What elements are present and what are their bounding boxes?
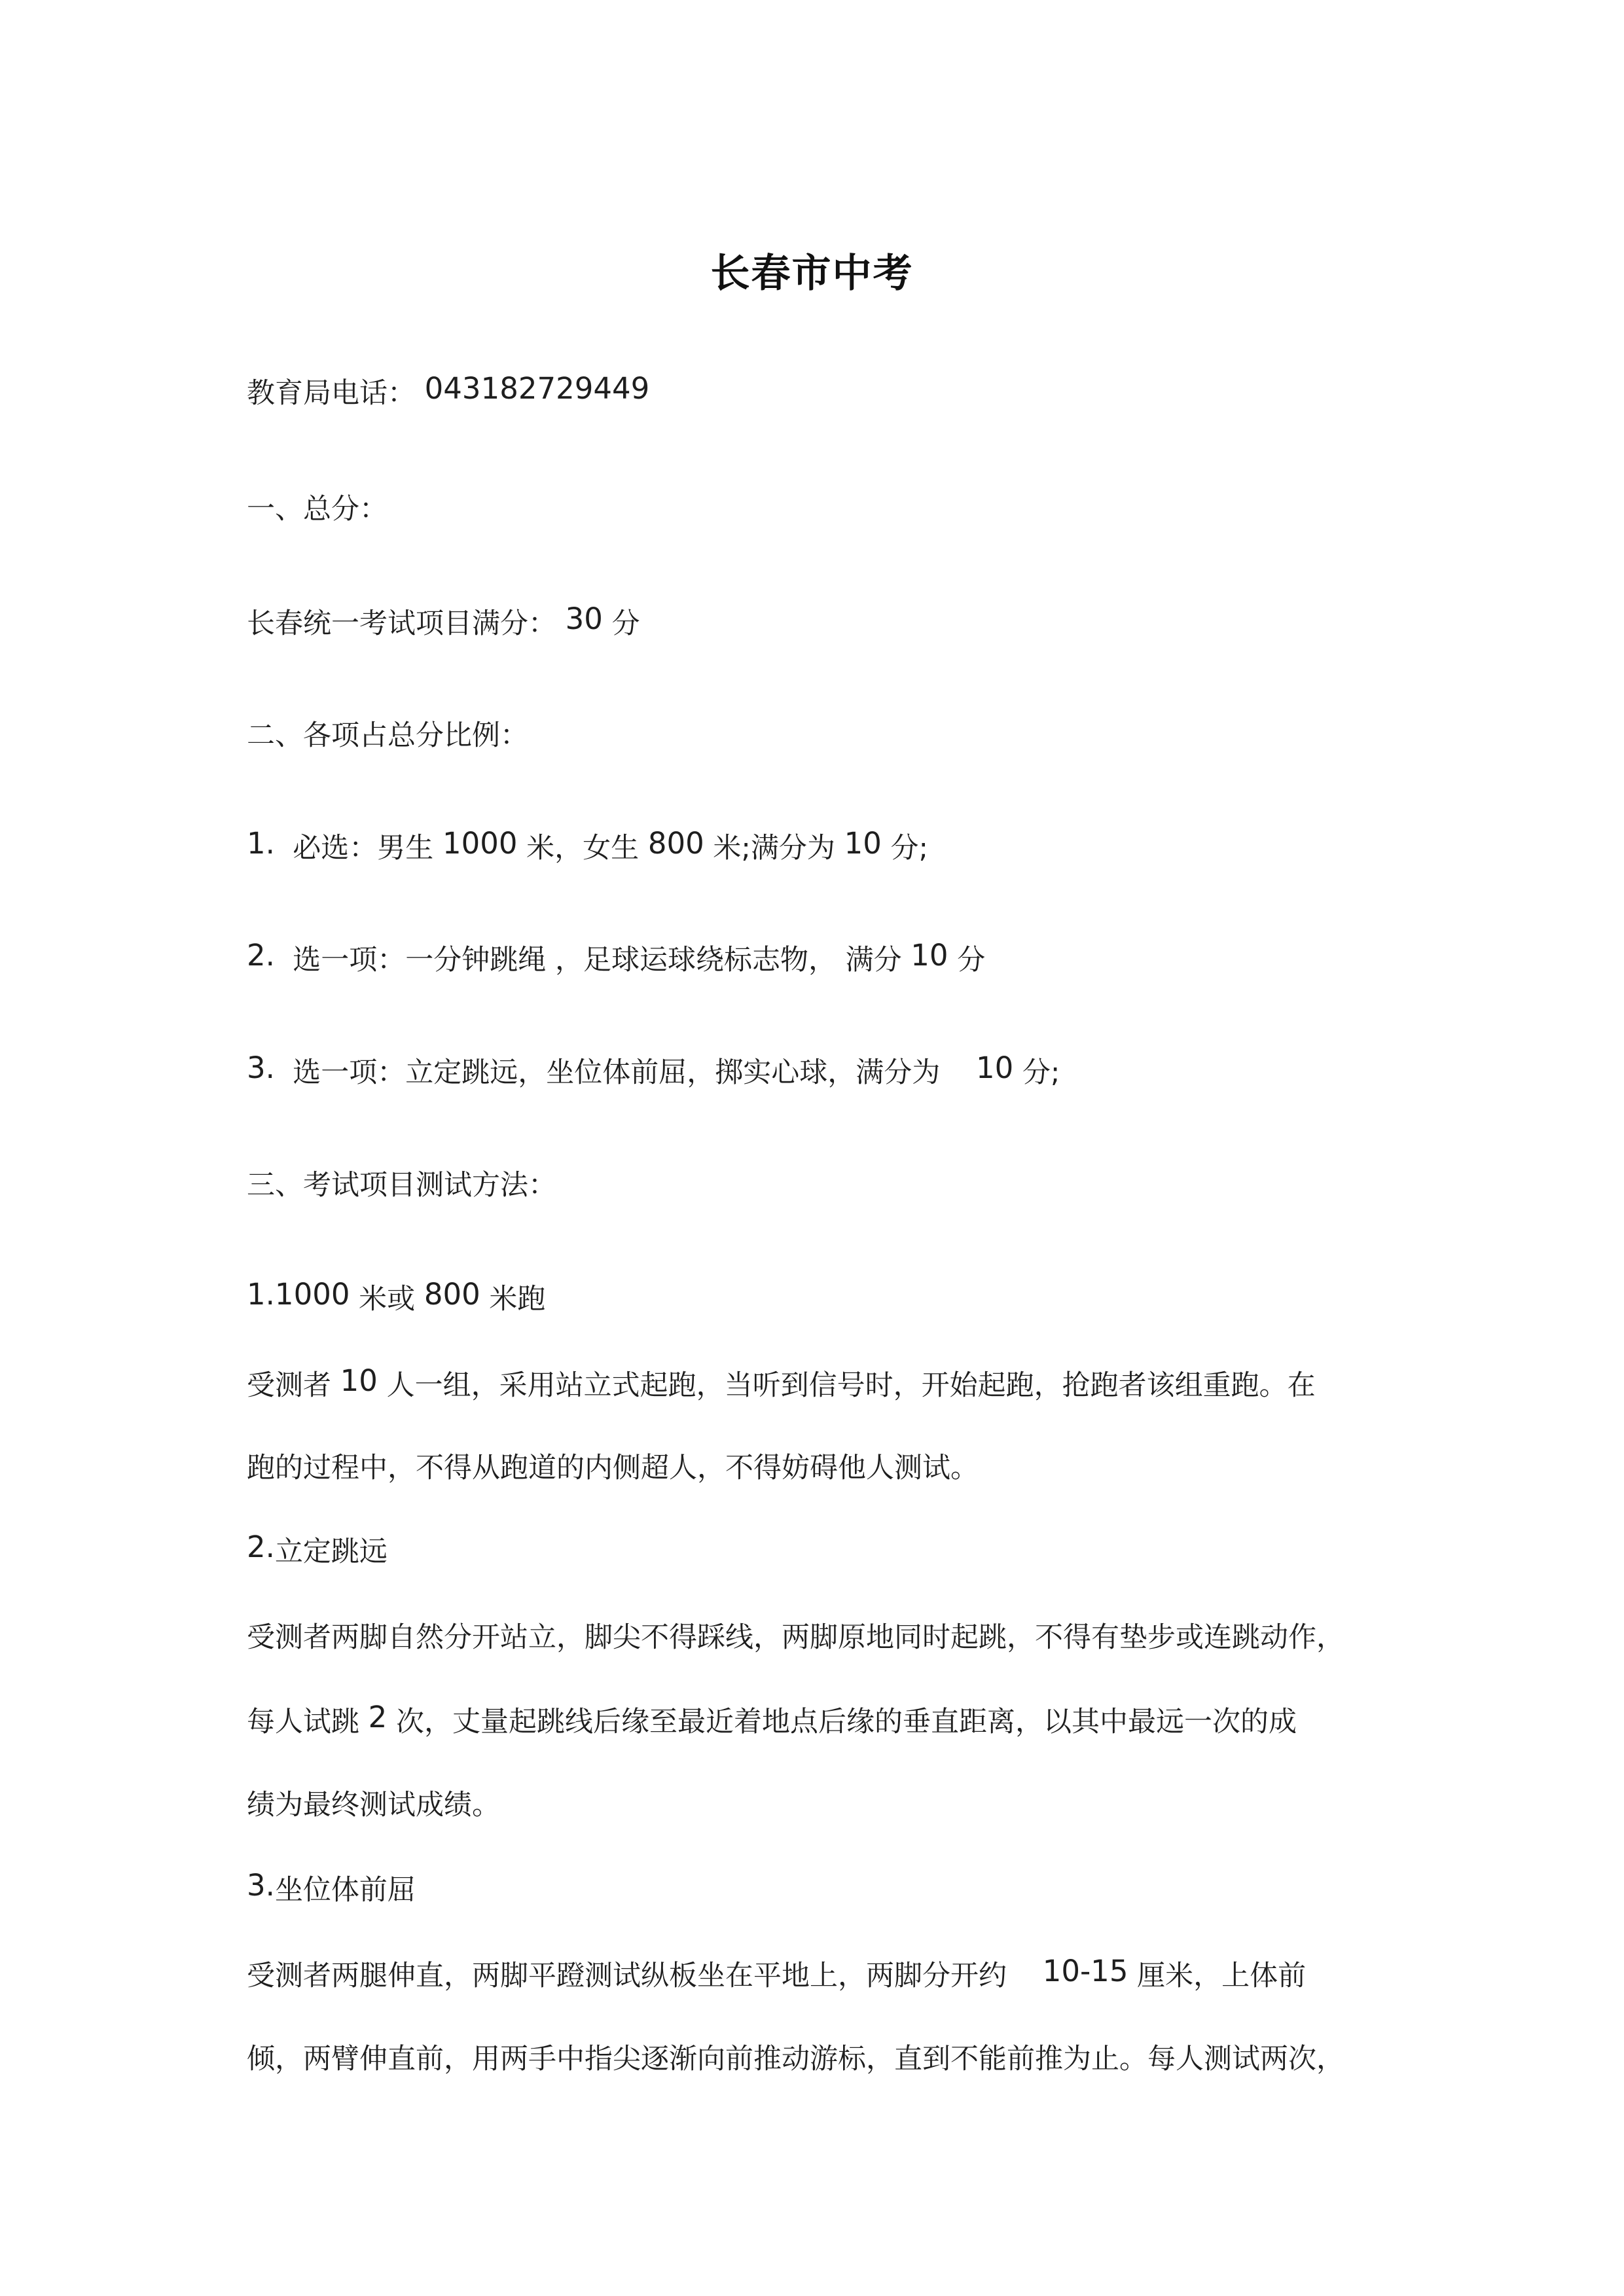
ratio-item-3-text: 选一项：立定跳远，坐位体前屈，掷实心球，满分为 xyxy=(293,1056,941,1089)
ratio-item-3 xyxy=(247,1052,1060,1092)
ratio-item-1-number: 1000 xyxy=(442,826,518,861)
method-2-title-text: 立定跳远 xyxy=(274,1535,388,1568)
ratio-item-2-text: 分 xyxy=(957,944,986,977)
page-title: 长春市中考 xyxy=(710,251,914,296)
method-2-line-1: 受测者两脚自然分开站立，脚尖不得踩线，两脚原地同时起跳，不得有垫步或连跳动作， xyxy=(247,1621,1344,1654)
ratio-item-2-text: 选一项：一分钟跳绳 ，足球运球绕标志物， 满分 xyxy=(293,944,902,977)
ratio-item-1-number: 10 xyxy=(844,826,882,861)
method-3-text: 受测者两腿伸直，两脚平蹬测试纵板坐在平地上，两脚分开约 xyxy=(247,1960,1007,1992)
phone-line xyxy=(247,373,649,413)
ratio-item-2-index: 2. xyxy=(247,938,275,973)
section3-heading: 三、考试项目测试方法： xyxy=(247,1169,556,1202)
ratio-item-1 xyxy=(247,828,928,868)
ratio-item-3-index: 3. xyxy=(247,1050,275,1085)
method-3-title-number: 3. xyxy=(247,1868,275,1903)
ratio-item-1-text: 必选：男生 xyxy=(293,832,434,865)
ratio-item-1-text: 米，女生 xyxy=(526,832,640,865)
method-3-title-text: 坐位体前屈 xyxy=(274,1874,416,1907)
ratio-item-1-text: 分; xyxy=(890,832,929,865)
method-3-text: 厘米，上体前 xyxy=(1137,1960,1307,1992)
method-1-title xyxy=(247,1279,545,1319)
method-1-text: 受测者 xyxy=(247,1369,331,1402)
phone-number: 043182729449 xyxy=(424,371,650,406)
ratio-item-3-text: 分; xyxy=(1022,1056,1060,1089)
ratio-item-1-number: 800 xyxy=(647,826,704,861)
ratio-item-2-number: 10 xyxy=(911,938,948,973)
method-1-title-text: 米或 xyxy=(359,1283,416,1316)
full-score-label: 长春统一考试项目满分： xyxy=(247,607,556,640)
ratio-item-1-text: 米;满分为 xyxy=(713,832,835,865)
method-1-title-number: 1.1000 xyxy=(247,1277,350,1312)
full-score-unit: 分 xyxy=(611,607,640,640)
ratio-item-3-number: 10 xyxy=(975,1050,1014,1085)
method-2-line-3: 绩为最终测试成绩。 xyxy=(247,1789,500,1821)
ratio-item-2 xyxy=(247,940,985,980)
method-2-text: 次，丈量起跳线后缘至最近着地点后缘的垂直距离，以其中最远一次的成 xyxy=(395,1706,1297,1738)
method-1-title-number: 800 xyxy=(424,1277,480,1312)
method-2-line-2 xyxy=(247,1702,1297,1742)
method-3-title xyxy=(247,1870,416,1910)
method-2-title-number: 2. xyxy=(247,1530,275,1564)
method-2-title xyxy=(247,1532,388,1571)
method-1-number: 10 xyxy=(340,1363,378,1398)
method-3-number: 10-15 xyxy=(1042,1954,1128,1988)
method-1-text: 人一组，采用站立式起跑，当听到信号时，开始起跑，抢跑者该组重跑。在 xyxy=(386,1369,1316,1402)
method-1-title-text: 米跑 xyxy=(489,1283,546,1316)
method-1-line-2: 跑的过程中，不得从跑道的内侧超人，不得妨碍他人测试。 xyxy=(247,1452,979,1484)
method-3-line-2: 倾，两臂伸直前，用两手中指尖逐渐向前推动游标，直到不能前推为止。每人测试两次， xyxy=(247,2043,1344,2075)
full-score-value: 30 xyxy=(565,601,603,636)
method-2-number: 2 xyxy=(368,1700,388,1734)
method-2-text: 每人试跳 xyxy=(247,1706,359,1738)
ratio-item-1-index: 1. xyxy=(247,826,275,861)
section2-heading: 二、各项占总分比例： xyxy=(247,719,528,752)
full-score-line xyxy=(247,603,640,643)
section1-heading: 一、总分： xyxy=(247,493,388,526)
phone-label: 教育局电话： xyxy=(247,377,416,410)
method-3-line-1 xyxy=(247,1956,1306,1996)
method-1-line-1 xyxy=(247,1365,1316,1405)
